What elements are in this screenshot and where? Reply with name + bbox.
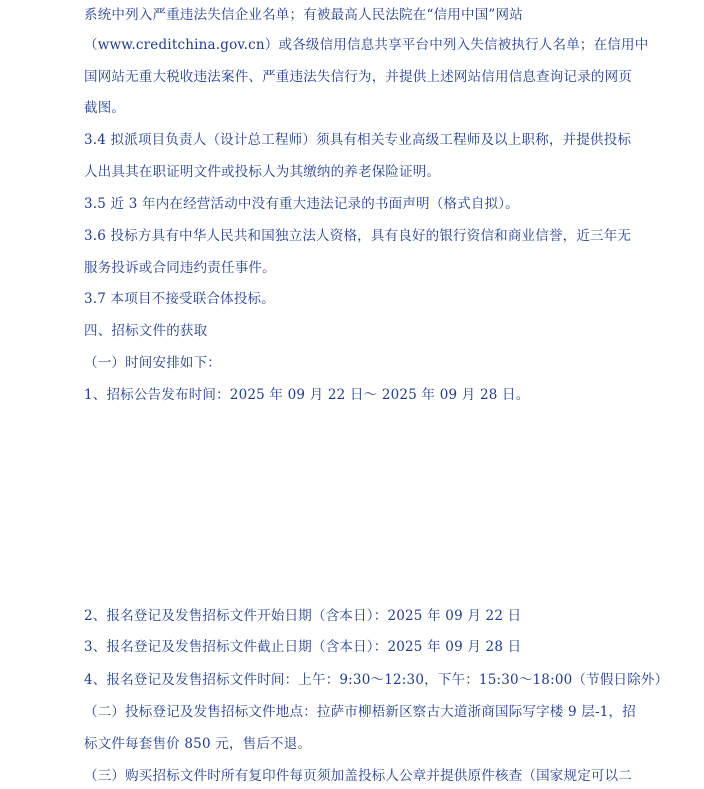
text-line-5: 3.4 拟派项目负责人（设计总工程师）须具有相关专业高级工程师及以上职称，并提供投标 [84,132,632,148]
text-line-14: 2、报名登记及发售招标文件开始日期（含本日）：2025 年 09 月 22 日 [84,608,522,624]
text-line-7: 3.5 近 3 年内在经营活动中没有重大违法记录的书面声明（格式自拟）。 [84,196,519,212]
text-line-12: （一）时间安排如下： [84,355,221,371]
text-line-18: 标文件每套售价 850 元，售后不退。 [84,736,312,752]
text-line-6: 人出具其在职证明文件或投标人为其缴纳的养老保险证明。 [84,164,441,180]
text-line-9: 服务投诉或合同违约责任事件。 [84,260,276,276]
text-line-2: （www.creditchina.gov.cn）或各级信用信息共享平台中列入失信被执行人名单；在信用中 [84,37,649,53]
text-line-3: 国网站无重大税收违法案件、严重违法失信行为，并提供上述网站信用信息查询记录的网页 [84,69,632,85]
text-line-4: 截图。 [84,100,126,116]
text-line-19: （三）购买招标文件时所有复印件每页须加盖投标人公章并提供原件核查（国家规定可以二 [84,768,632,784]
text-line-17: （二）投标登记及发售招标文件地点：拉萨市柳梧新区察古大道浙商国际写字楼 9 层-1，招 [84,704,636,720]
text-line-13: 1、招标公告发布时间：2025 年 09 月 22 日～ 2025 年 09 月 28 日。 [84,387,530,403]
text-line-15: 3、报名登记及发售招标文件截止日期（含本日）：2025 年 09 月 28 日 [84,639,522,655]
section-heading-4: 四、招标文件的获取 [84,323,208,339]
text-line-10: 3.7 本项目不接受联合体投标。 [84,291,275,307]
text-line-8: 3.6 投标方具有中华人民共和国独立法人资格，具有良好的银行资信和商业信誉，近三年无 [84,228,632,244]
text-line-16: 4、报名登记及发售招标文件时间：上午：9:30～12:30，下午：15:30～18:00（节假日除外） [84,672,669,688]
text-line-1: 系统中列入严重违法失信企业名单；有被最高人民法院在“信用中国”网站 [84,7,523,23]
